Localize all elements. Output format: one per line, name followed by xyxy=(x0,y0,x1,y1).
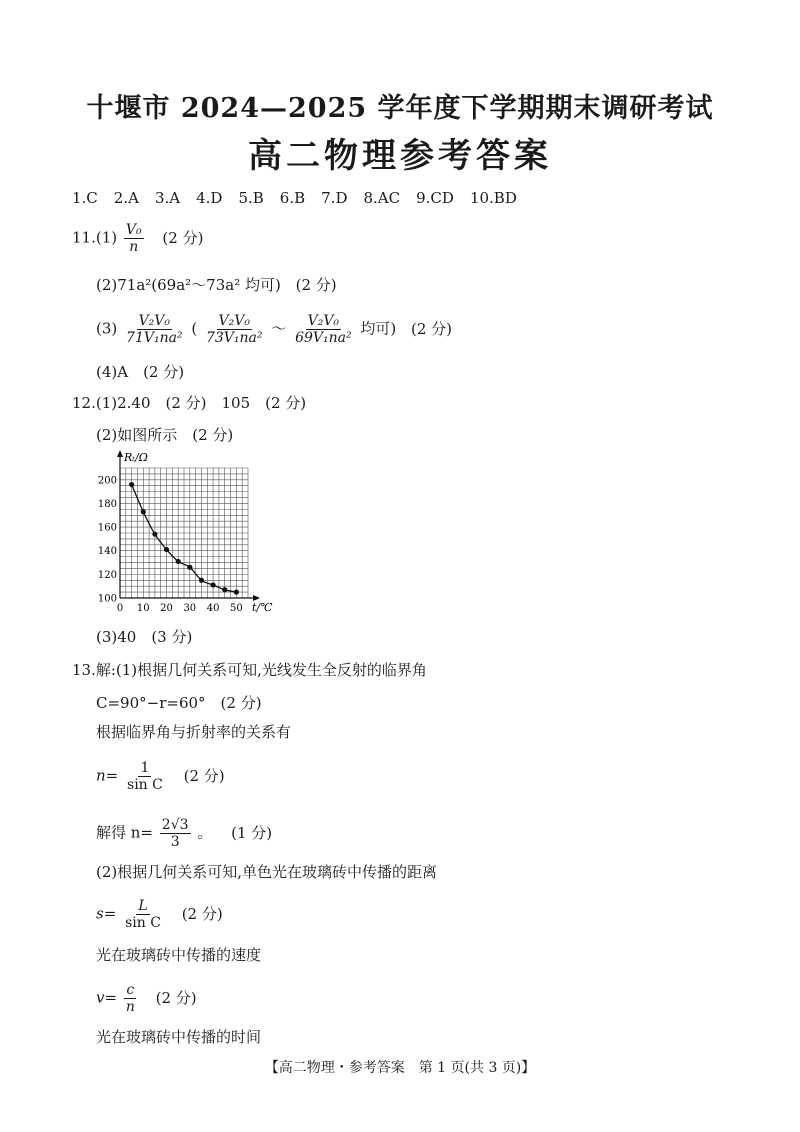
q13-line3: 根据临界角与折射率的关系有 xyxy=(96,723,292,741)
data-point xyxy=(164,547,169,552)
mc-answer-4: 4.D xyxy=(196,189,223,207)
q11-p3-frac2-num: V₂V₀ xyxy=(218,313,250,329)
q13-l9-num: c xyxy=(126,982,135,998)
data-point xyxy=(234,589,239,594)
data-point xyxy=(152,532,157,537)
data-point xyxy=(176,559,181,564)
q13-line7 xyxy=(96,898,223,931)
q11-p1-score: (2 分) xyxy=(162,228,204,247)
q13-l7-fraction xyxy=(123,898,163,931)
q11-p3-tilde: ～ xyxy=(271,319,287,338)
q13-l9-den: n xyxy=(125,999,135,1015)
chart-y-axis-label: Rₜ/Ω xyxy=(124,451,148,464)
x-tick-label: 20 xyxy=(160,603,173,614)
data-point xyxy=(129,482,134,487)
q13-l5-suffix: 。 xyxy=(197,823,213,842)
chart-grid xyxy=(120,468,248,598)
mc-answer-2: 2.A xyxy=(113,189,139,207)
mc-answer-5: 5.B xyxy=(238,189,264,207)
mc-answer-7: 7.D xyxy=(321,189,348,207)
q11-p2-text: (2)71a²(69a²～73a² 均可) xyxy=(96,276,281,294)
q11-part2 xyxy=(96,275,337,295)
q13-line4 xyxy=(96,760,225,793)
answer-key-title: 高二物理参考答案 xyxy=(248,136,552,176)
q12-part3: (3)40 (3 分) xyxy=(96,628,193,646)
mc-answer-row xyxy=(72,188,533,208)
q13-l9-fraction xyxy=(124,982,137,1015)
mc-answer-1: 1.C xyxy=(72,189,98,207)
mc-answer-10: 10.BD xyxy=(469,189,517,207)
chart-x-axis-label: t/℃ xyxy=(252,601,273,614)
q11-p3-score: (2 分) xyxy=(411,319,453,338)
q13-l9-prefix: v= xyxy=(96,988,118,1007)
q13-line9 xyxy=(96,982,197,1015)
q13-line1: 13.解:(1)根据几何关系可知,光线发生全反射的临界角 xyxy=(72,661,427,679)
q11-p2-score: (2 分) xyxy=(295,276,337,294)
q11-p1-numerator: V₀ xyxy=(125,222,142,238)
q11-p1-fraction xyxy=(124,222,144,255)
q13-l4-num: 1 xyxy=(140,760,150,776)
q12-part1: 12.(1)2.40 (2 分) 105 (2 分) xyxy=(72,394,307,412)
q11-p3-suffix: 均可) xyxy=(360,319,397,338)
x-tick-label: 30 xyxy=(183,603,197,614)
mc-answer-6: 6.B xyxy=(279,189,306,207)
y-tick-label: 200 xyxy=(97,475,117,487)
mc-answer-8: 8.AC xyxy=(363,189,401,207)
y-tick-label: 100 xyxy=(97,593,117,605)
q11-p3-open-paren: ( xyxy=(191,319,198,338)
q13-l5-fraction xyxy=(160,817,191,850)
data-point xyxy=(210,582,215,587)
q11-p1-denominator: n xyxy=(129,239,139,255)
data-point xyxy=(141,509,146,514)
x-tick-label: 50 xyxy=(229,603,243,614)
x-tick-label: 0 xyxy=(116,603,124,614)
page-footer: 【高二物理・参考答案 第 1 页(共 3 页)】 xyxy=(264,1060,536,1076)
q13-l7-num: L xyxy=(138,898,148,914)
y-tick-label: 120 xyxy=(97,569,117,581)
q13-l5-num: 2√3 xyxy=(161,817,189,833)
data-point xyxy=(187,565,192,570)
q11-part4: (4)A (2 分) xyxy=(96,363,185,381)
resistance-temperature-chart xyxy=(90,448,290,620)
q13-line5 xyxy=(96,817,272,850)
q11-p3-prefix: (3) xyxy=(96,319,118,338)
mc-answer-3: 3.A xyxy=(154,189,181,207)
q13-l5-score: (1 分) xyxy=(231,823,273,842)
q11-p3-fraction-2 xyxy=(204,313,265,346)
q13-l4-score: (2 分) xyxy=(183,766,225,785)
q13-l4-fraction xyxy=(125,760,165,793)
q13-l4-prefix: n= xyxy=(96,766,119,785)
q13-l7-prefix: s= xyxy=(96,904,117,923)
y-axis-arrow xyxy=(117,450,123,457)
q11-p3-frac1-num: V₂V₀ xyxy=(138,313,171,329)
q11-p3-frac3-den: 69V₁na² xyxy=(295,330,352,346)
y-tick-label: 140 xyxy=(97,546,117,558)
x-tick-label: 40 xyxy=(206,603,220,614)
chart-axes xyxy=(117,450,260,601)
q11-p1-prefix: 11.(1) xyxy=(72,228,118,247)
q11-p3-frac1-den: 71V₁na² xyxy=(126,330,183,346)
q11-p3-frac2-den: 73V₁na² xyxy=(205,330,263,346)
q13-line6: (2)根据几何关系可知,单色光在玻璃砖中传播的距离 xyxy=(96,863,438,881)
q13-l4-den: sin C xyxy=(127,777,163,793)
q13-l5-prefix: 解得 n= xyxy=(96,823,153,842)
q11-p3-frac3-num: V₂V₀ xyxy=(307,313,340,329)
y-tick-label: 160 xyxy=(97,522,117,534)
q11-part1 xyxy=(72,222,203,255)
data-point xyxy=(222,587,227,592)
data-point xyxy=(199,578,204,583)
mc-answer-9: 9.CD xyxy=(416,189,454,207)
q13-line2: C=90°−r=60° (2 分) xyxy=(96,694,262,712)
q13-l7-score: (2 分) xyxy=(181,904,223,923)
q11-part3 xyxy=(96,313,452,346)
q11-p3-fraction-3 xyxy=(293,313,354,346)
q13-l5-den: 3 xyxy=(170,834,180,850)
q13-l9-score: (2 分) xyxy=(155,988,197,1007)
q13-line10: 光在玻璃砖中传播的时间 xyxy=(96,1028,262,1046)
y-tick-label: 180 xyxy=(97,498,117,510)
q12-part2: (2)如图所示 (2 分) xyxy=(96,426,234,444)
exam-title: 十堰市 2024—2025 学年度下学期期末调研考试 xyxy=(86,93,714,124)
q11-p3-fraction-1 xyxy=(124,313,185,346)
x-tick-label: 10 xyxy=(136,603,150,614)
q13-line8: 光在玻璃砖中传播的速度 xyxy=(96,946,262,964)
q13-l7-den: sin C xyxy=(125,915,161,931)
